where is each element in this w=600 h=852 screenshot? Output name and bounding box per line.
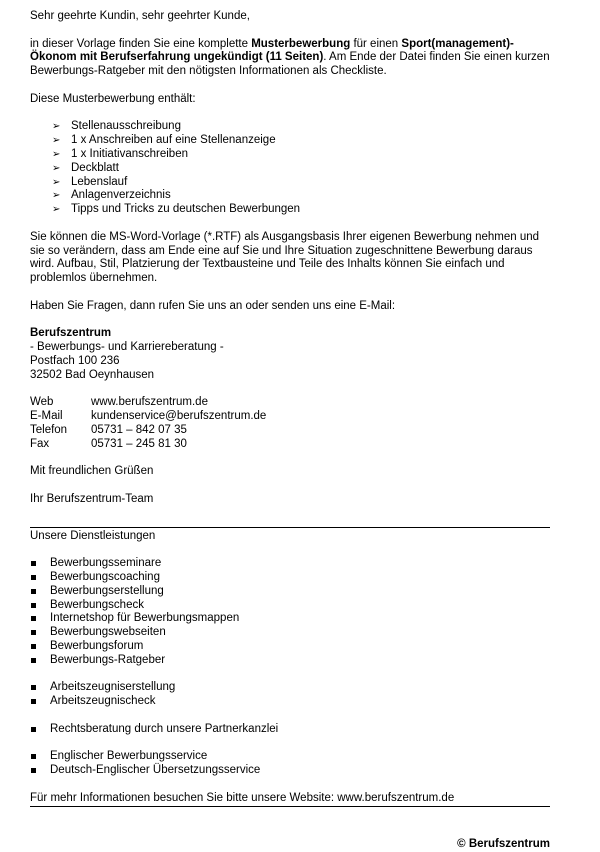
list-item: Bewerbungscheck (30, 599, 550, 613)
address-block (30, 327, 550, 382)
list-item: ➢ Stellenausschreibung (52, 120, 181, 133)
square-bullet-icon (31, 630, 36, 635)
services-list-2 (30, 681, 550, 709)
square-bullet-icon (31, 644, 36, 649)
square-bullet-icon (31, 685, 36, 690)
contact-phone: Telefon 05731 – 842 07 35 (30, 423, 187, 436)
questions-paragraph: Haben Sie Fragen, dann rufen Sie uns an oder senden uns eine E-Mail: (30, 299, 396, 312)
list-item: ➢ Anlagenverzeichnis (52, 189, 171, 202)
square-bullet-icon (31, 575, 36, 580)
square-bullet-icon (31, 658, 36, 663)
intro-text-2: für einen (350, 37, 402, 50)
web-link[interactable]: www.berufszentrum.de (91, 396, 208, 409)
divider-top (30, 527, 550, 528)
list-item: Englischer Bewerbungsservice (30, 750, 550, 764)
list-item: ➢ Lebenslauf (52, 175, 128, 188)
intro-bold-1: Musterbewerbung (251, 37, 351, 50)
square-bullet-icon (31, 727, 36, 732)
closing: Mit freundlichen Grüßen (30, 465, 154, 478)
arrow-bullet-icon: ➢ (52, 135, 61, 147)
list-item: Internetshop für Bewerbungsmappen (30, 612, 550, 626)
square-bullet-icon (31, 616, 36, 621)
greeting: Sehr geehrte Kundin, sehr geehrter Kunde, (30, 10, 250, 22)
list-item: Bewerbungs-Ratgeber (30, 654, 550, 668)
services-list-4 (30, 750, 550, 778)
divider-bottom (30, 806, 550, 807)
contents-heading: Diese Musterbewerbung enthält: (30, 92, 196, 105)
contact-block (30, 396, 550, 451)
arrow-bullet-icon: ➢ (52, 162, 61, 174)
contact-fax: Fax 05731 – 245 81 30 (30, 437, 187, 450)
usage-paragraph: Sie können die MS-Word-Vorlage (*.RTF) als Ausgangsbasis Ihrer eigenen Bewerbung nehmen und sie so verändern, dass am Ende eine auf Sie und Ihre Situation zugeschnittene Bewerbung daraus wird. Aufbau, Stil, Platzierung der Textbausteine und Teile des Inhalts können Sie einfach und problemlos übernehmen. (30, 230, 540, 285)
copyright: © Berufszentrum (457, 838, 550, 850)
phone-value: 05731 – 842 07 35 (91, 423, 187, 436)
arrow-bullet-icon: ➢ (52, 176, 61, 188)
square-bullet-icon (31, 699, 36, 704)
arrow-bullet-icon: ➢ (52, 190, 61, 202)
intro-paragraph (30, 38, 550, 79)
square-bullet-icon (31, 768, 36, 773)
list-item: ➢ 1 x Initiativanschreiben (52, 147, 188, 160)
contact-web: Web www.berufszentrum.de (30, 396, 208, 409)
list-item: ➢ Deckblatt (52, 161, 119, 174)
list-item: Bewerbungsseminare (30, 557, 550, 571)
company-name: Berufszentrum (30, 327, 112, 340)
more-info: Für mehr Informationen besuchen Sie bitte unsere Website: www.berufszentrum.de (30, 791, 455, 804)
square-bullet-icon (31, 589, 36, 594)
address-city: 32502 Bad Oeynhausen (30, 368, 155, 381)
list-item: Bewerbungscoaching (30, 571, 550, 585)
list-item: Bewerbungswebseiten (30, 626, 550, 640)
document-page (30, 10, 550, 807)
list-item: Arbeitszeugniserstellung (30, 681, 550, 695)
list-item: Arbeitszeugnischeck (30, 695, 550, 709)
intro-bold-2: Sport(management)-Ökonom mit Berufserfahrung ungekündigt (11 Seiten) (30, 37, 514, 64)
square-bullet-icon (31, 561, 36, 566)
services-heading: Unsere Dienstleistungen (30, 529, 156, 542)
intro-text-1: in dieser Vorlage finden Sie eine komplette (30, 37, 252, 50)
arrow-bullet-icon: ➢ (52, 204, 61, 216)
signature: Ihr Berufszentrum-Team (30, 492, 154, 505)
address-street: Postfach 100 236 (30, 354, 120, 367)
fax-value: 05731 – 245 81 30 (91, 437, 187, 450)
list-item: ➢ Tipps und Tricks zu deutschen Bewerbungen (52, 203, 301, 216)
email-link[interactable]: kundenservice@berufszentrum.de (91, 410, 267, 423)
arrow-bullet-icon: ➢ (52, 121, 61, 133)
arrow-bullet-icon: ➢ (52, 148, 61, 160)
list-item: Deutsch-Englischer Übersetzungsservice (30, 764, 550, 778)
company-tagline: - Bewerbungs- und Karriereberatung - (30, 341, 224, 354)
list-item: Rechtsberatung durch unsere Partnerkanzlei (30, 723, 550, 737)
square-bullet-icon (31, 754, 36, 759)
intro-text-3: . Am Ende der Datei finden Sie einen kurzen Bewerbungs-Ratgeber mit den nötigsten Informationen als Checkliste. (30, 51, 550, 78)
list-item: Bewerbungsforum (30, 640, 550, 654)
list-item: ➢ 1 x Anschreiben auf eine Stellenanzeige (52, 134, 276, 147)
services-list-3 (30, 723, 550, 737)
contents-list (30, 120, 550, 217)
contact-email: E-Mail kundenservice@berufszentrum.de (30, 410, 267, 423)
services-list-1 (30, 557, 550, 667)
square-bullet-icon (31, 603, 36, 608)
list-item: Bewerbungserstellung (30, 585, 550, 599)
